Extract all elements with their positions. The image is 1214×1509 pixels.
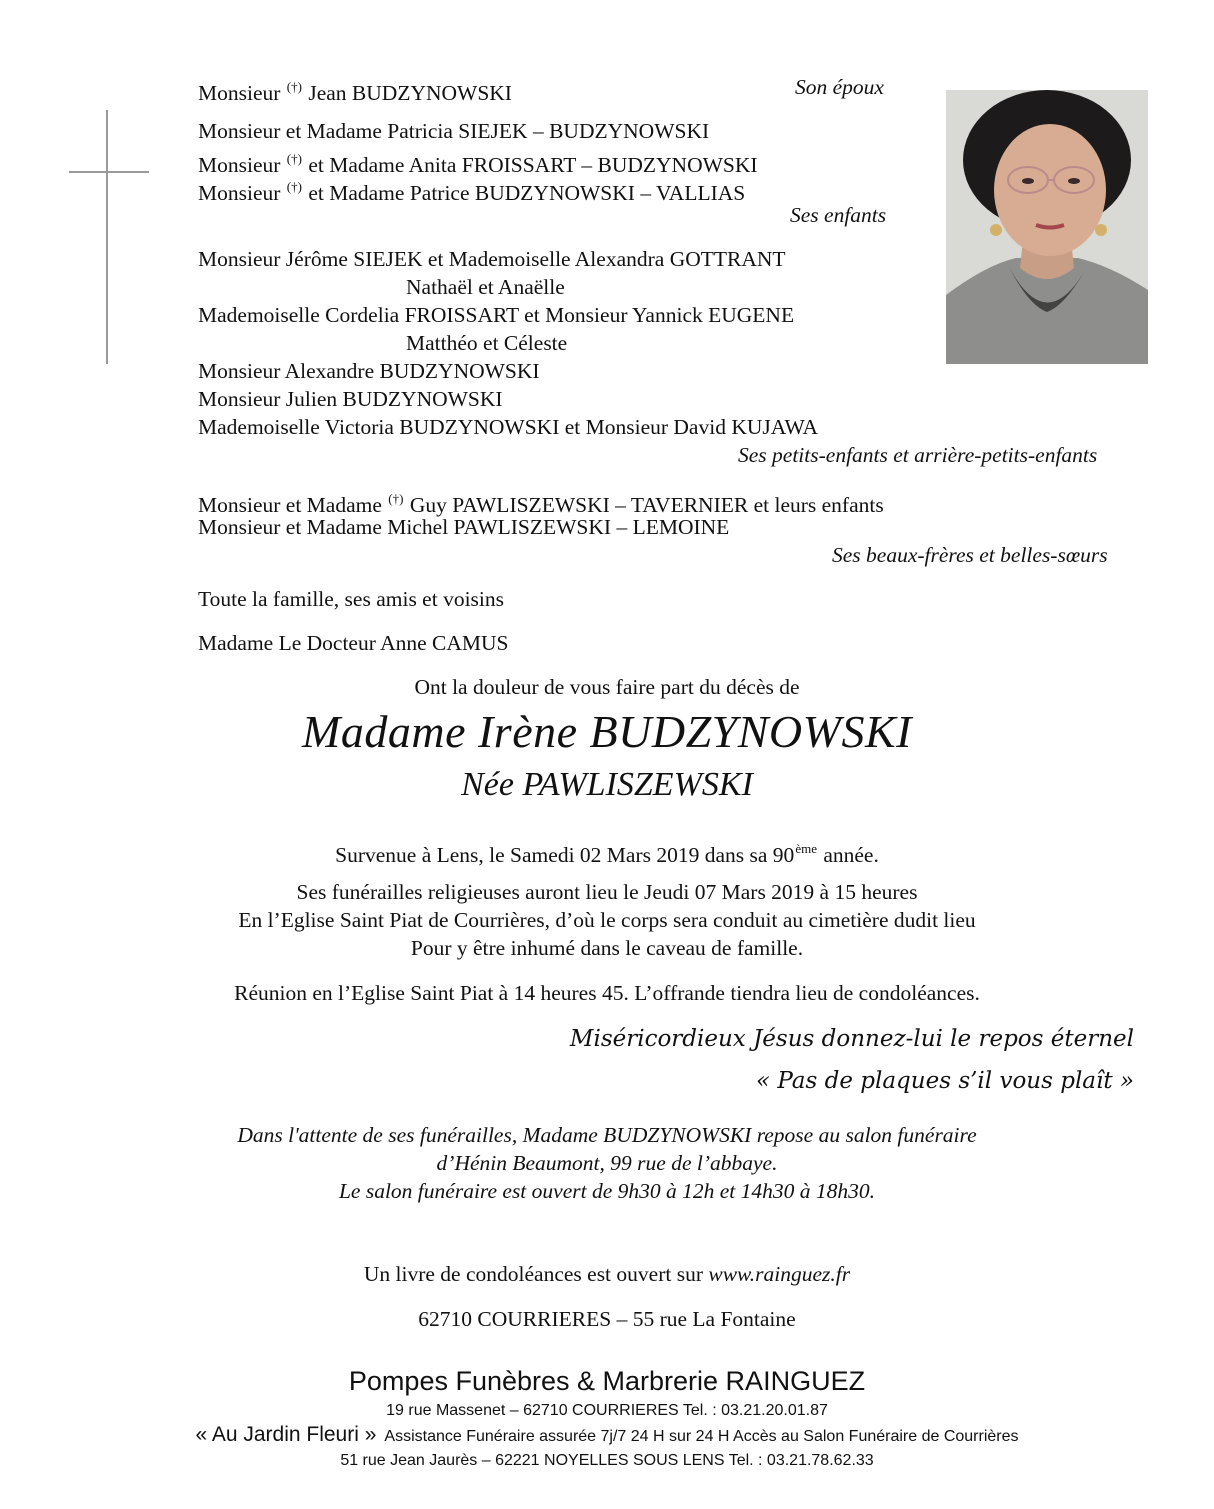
- salon-line: Dans l'attente de ses funérailles, Madame BUDZYNOWSKI repose au salon funéraire: [237, 1123, 977, 1147]
- spouse-role: Son époux: [795, 75, 884, 99]
- death-details: [0, 835, 1214, 869]
- address-line: 62710 COURRIERES – 55 rue La Fontaine: [418, 1307, 796, 1331]
- child-text: Monsieur: [198, 153, 281, 177]
- grandchild-line: Mademoiselle Cordelia FROISSART et Monsieur Yannick EUGENE: [198, 303, 795, 327]
- jardin-fleuri-label: « Au Jardin Fleuri »: [195, 1423, 377, 1446]
- cross-vertical-bar: [106, 110, 108, 364]
- grandchild-line: Monsieur Jérôme SIEJEK et Mademoiselle Alexandra GOTTRANT: [198, 247, 786, 271]
- funeral-line: En l’Eglise Saint Piat de Courrières, d’où le corps sera conduit au cimetière dudit lieu: [238, 908, 976, 932]
- prayer-line: Miséricordieux Jésus donnez-lui le repos éternel: [569, 1026, 1134, 1052]
- funeral-line: Pour y être inhumé dans le caveau de famille.: [410, 936, 804, 960]
- announcement-intro: Ont la douleur de vous faire part du décès de: [414, 675, 800, 699]
- deceased-name: Madame Irène BUDZYNOWSKI: [302, 706, 912, 757]
- doctor-line: Madame Le Docteur Anne CAMUS: [198, 631, 509, 655]
- grandchild-line: Monsieur Julien BUDZYNOWSKI: [198, 387, 503, 411]
- death-text: Survenue à Lens, le Samedi 02 Mars 2019 dans sa 90: [335, 843, 795, 867]
- cross-horizontal-bar: [69, 171, 149, 173]
- child-text: et Madame Anita FROISSART – BUDZYNOWSKI: [308, 153, 758, 177]
- funeral-line: Ses funérailles religieuses auront lieu le Jeudi 07 Mars 2019 à 15 heures: [296, 880, 918, 904]
- ordinal-suffix: ème: [795, 841, 817, 856]
- company-address-1: 19 rue Massenet – 62710 COURRIERES Tel. : 03.21.20.01.87: [386, 1402, 828, 1419]
- services-text: Assistance Funéraire assurée 7j/7 24 H sur 24 H Accès au Salon Funéraire de Courrières: [384, 1428, 1019, 1445]
- condolences-website-link[interactable]: www.rainguez.fr: [708, 1262, 851, 1286]
- great-grandchild-line: Matthéo et Céleste: [406, 331, 568, 355]
- spouse-prefix: Monsieur: [198, 81, 281, 105]
- deceased-mark: (†): [286, 151, 302, 166]
- company-address-2: 51 rue Jean Jaurès – 62221 NOYELLES SOUS LENS Tel. : 03.21.78.62.33: [340, 1452, 874, 1469]
- deceased-mark: (†): [286, 79, 302, 94]
- child-text: Monsieur et Madame Patricia SIEJEK – BUDZYNOWSKI: [198, 119, 710, 143]
- spouse-line: [198, 74, 512, 106]
- grandchildren-role: Ses petits-enfants et arrière-petits-enfants: [738, 443, 1098, 467]
- in-law-line: Monsieur et Madame Michel PAWLISZEWSKI – LEMOINE: [198, 515, 730, 539]
- deceased-mark: (†): [388, 491, 404, 506]
- in-law-text: Guy PAWLISZEWSKI – TAVERNIER et leurs enfants: [409, 493, 884, 517]
- deceased-mark: (†): [286, 179, 302, 194]
- portrait-photo: [946, 90, 1148, 364]
- maiden-name: Née PAWLISZEWSKI: [461, 766, 753, 803]
- child-line: [198, 118, 709, 144]
- salon-line: Le salon funéraire est ouvert de 9h30 à 12h et 14h30 à 18h30.: [338, 1179, 876, 1203]
- child-text: Monsieur: [198, 181, 281, 205]
- condolences-line: [0, 1260, 1214, 1288]
- meeting-line: Réunion en l’Eglise Saint Piat à 14 heures 45. L’offrande tiendra lieu de condoléances.: [234, 981, 980, 1005]
- child-line: [198, 174, 745, 206]
- grandchild-line: Monsieur Alexandre BUDZYNOWSKI: [198, 359, 540, 383]
- company-services-line: [0, 1424, 1214, 1448]
- grandchild-line: Mademoiselle Victoria BUDZYNOWSKI et Monsieur David KUJAWA: [198, 415, 818, 439]
- no-plaques-line: « Pas de plaques s’il vous plaît »: [755, 1068, 1134, 1094]
- great-grandchild-line: Nathaël et Anaëlle: [406, 275, 565, 299]
- salon-line: d’Hénin Beaumont, 99 rue de l’abbaye.: [436, 1151, 778, 1175]
- in-laws-role: Ses beaux-frères et belles-sœurs: [832, 543, 1108, 567]
- company-name: Pompes Funèbres & Marbrerie RAINGUEZ: [348, 1366, 866, 1396]
- child-text: et Madame Patrice BUDZYNOWSKI – VALLIAS: [308, 181, 746, 205]
- condolences-text: Un livre de condoléances est ouvert sur: [363, 1262, 709, 1286]
- others-line: Toute la famille, ses amis et voisins: [198, 587, 505, 611]
- death-text: année.: [817, 843, 879, 867]
- children-role: Ses enfants: [790, 203, 887, 227]
- spouse-name: Jean BUDZYNOWSKI: [308, 81, 512, 105]
- in-law-text: Monsieur et Madame: [198, 493, 382, 517]
